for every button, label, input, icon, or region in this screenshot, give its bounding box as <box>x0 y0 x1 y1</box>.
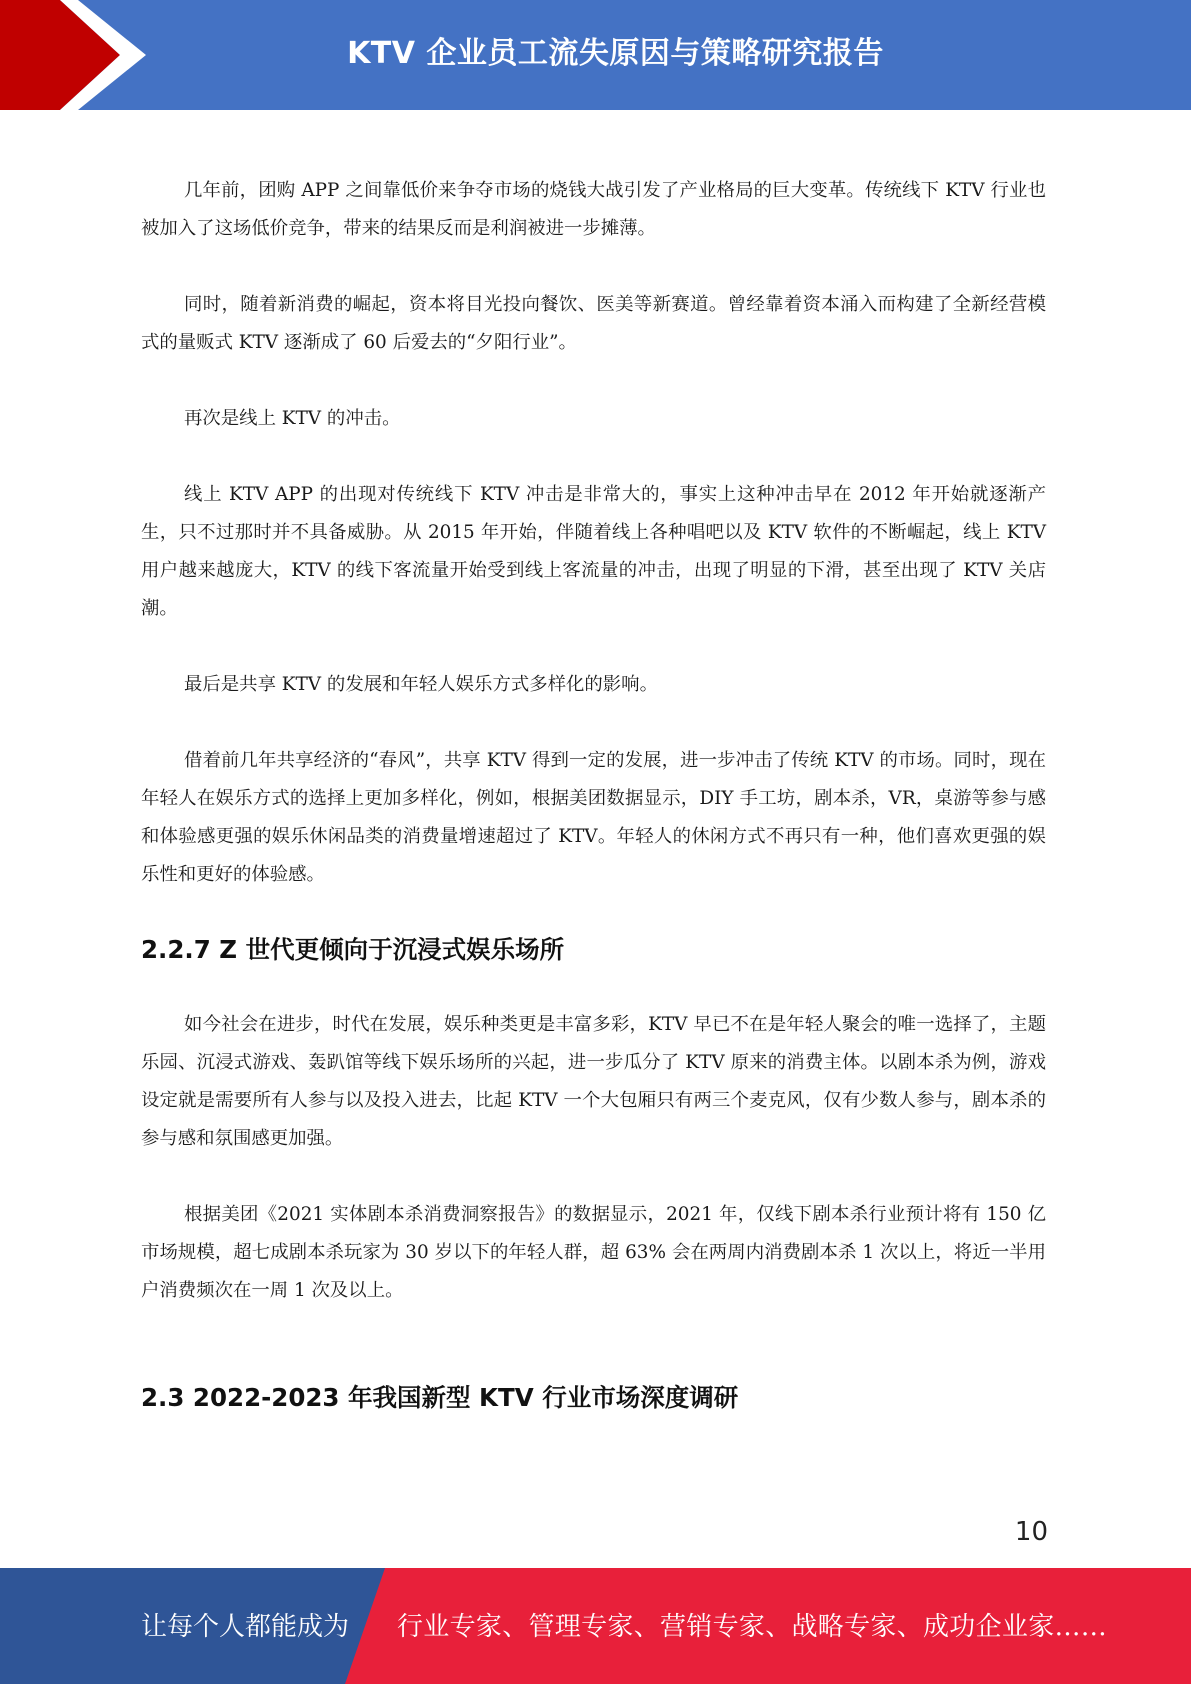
paragraph: 几年前，团购 APP 之间靠低价来争夺市场的烧钱大战引发了产业格局的巨大变革。传统线下 KTV 行业也被加入了这场低价竞争，带来的结果反而是利润被进一步摊薄。 <box>141 180 1046 239</box>
paragraph: 同时，随着新消费的崛起，资本将目光投向餐饮、医美等新赛道。曾经靠着资本涌入而构建了全新经营模式的量贩式 KTV 逐渐成了 60 后爱去的“夕阳行业”。 <box>141 294 1046 353</box>
footer-slogan-left: 让每个人都能成为 <box>141 1612 350 1642</box>
paragraph: 根据美团《2021 实体剧本杀消费洞察报告》的数据显示，2021 年，仅线下剧本杀行业预计将有 150 亿市场规模，超七成剧本杀玩家为 30 岁以下的年轻人群，超 63% 会在两周内消费剧本杀 1 次以上，将近一半用户消费频次在一周 1 次及以上。 <box>141 1204 1046 1301</box>
paragraph: 如今社会在进步，时代在发展，娱乐种类更是丰富多彩，KTV 早已不在是年轻人聚会的唯一选择了，主题乐园、沉浸式游戏、轰趴馆等线下娱乐场所的兴起，进一步瓜分了 KTV 原来的消费主体。以剧本杀为例，游戏设定就是需要所有人参与以及投入进去，比起 KTV 一个大包厢只有两三个麦克风，仅有少数人参与，剧本杀的参与感和氛围感更加强。 <box>141 1014 1046 1149</box>
paragraph: 最后是共享 KTV 的发展和年轻人娱乐方式多样化的影响。 <box>184 674 658 695</box>
footer-slogan-right: 行业专家、管理专家、营销专家、战略专家、成功企业家…… <box>397 1612 1108 1642</box>
section-heading-2-2-7: 2.2.7 Z 世代更倾向于沉浸式娱乐场所 <box>141 935 565 964</box>
page-header <box>0 0 1191 110</box>
paragraph: 线上 KTV APP 的出现对传统线下 KTV 冲击是非常大的，事实上这种冲击早在 2012 年开始就逐渐产生，只不过那时并不具备威胁。从 2015 年开始，伴随着线上各种唱吧以及 KTV 软件的不断崛起，线上 KTV 用户越来越庞大，KTV 的线下客流量开始受到线上客流量的冲击，出现了明显的下滑，甚至出现了 KTV 关店潮。 <box>141 484 1046 619</box>
section-heading-2-3: 2.3 2022-2023 年我国新型 KTV 行业市场深度调研 <box>141 1383 739 1412</box>
document-title: KTV 企业员工流失原因与策略研究报告 <box>347 36 884 71</box>
page-footer <box>0 1568 1191 1684</box>
document-body <box>141 172 1046 1418</box>
paragraph: 借着前几年共享经济的“春风”，共享 KTV 得到一定的发展，进一步冲击了传统 KTV 的市场。同时，现在年轻人在娱乐方式的选择上更加多样化，例如，根据美团数据显示，DIY 手工坊，剧本杀，VR，桌游等参与感和体验感更强的娱乐休闲品类的消费量增速超过了 KTV。年轻人的休闲方式不再只有一种，他们喜欢更强的娱乐性和更好的体验感。 <box>141 750 1046 885</box>
page-number: 10 <box>1014 1517 1048 1547</box>
paragraph: 再次是线上 KTV 的冲击。 <box>184 408 401 429</box>
